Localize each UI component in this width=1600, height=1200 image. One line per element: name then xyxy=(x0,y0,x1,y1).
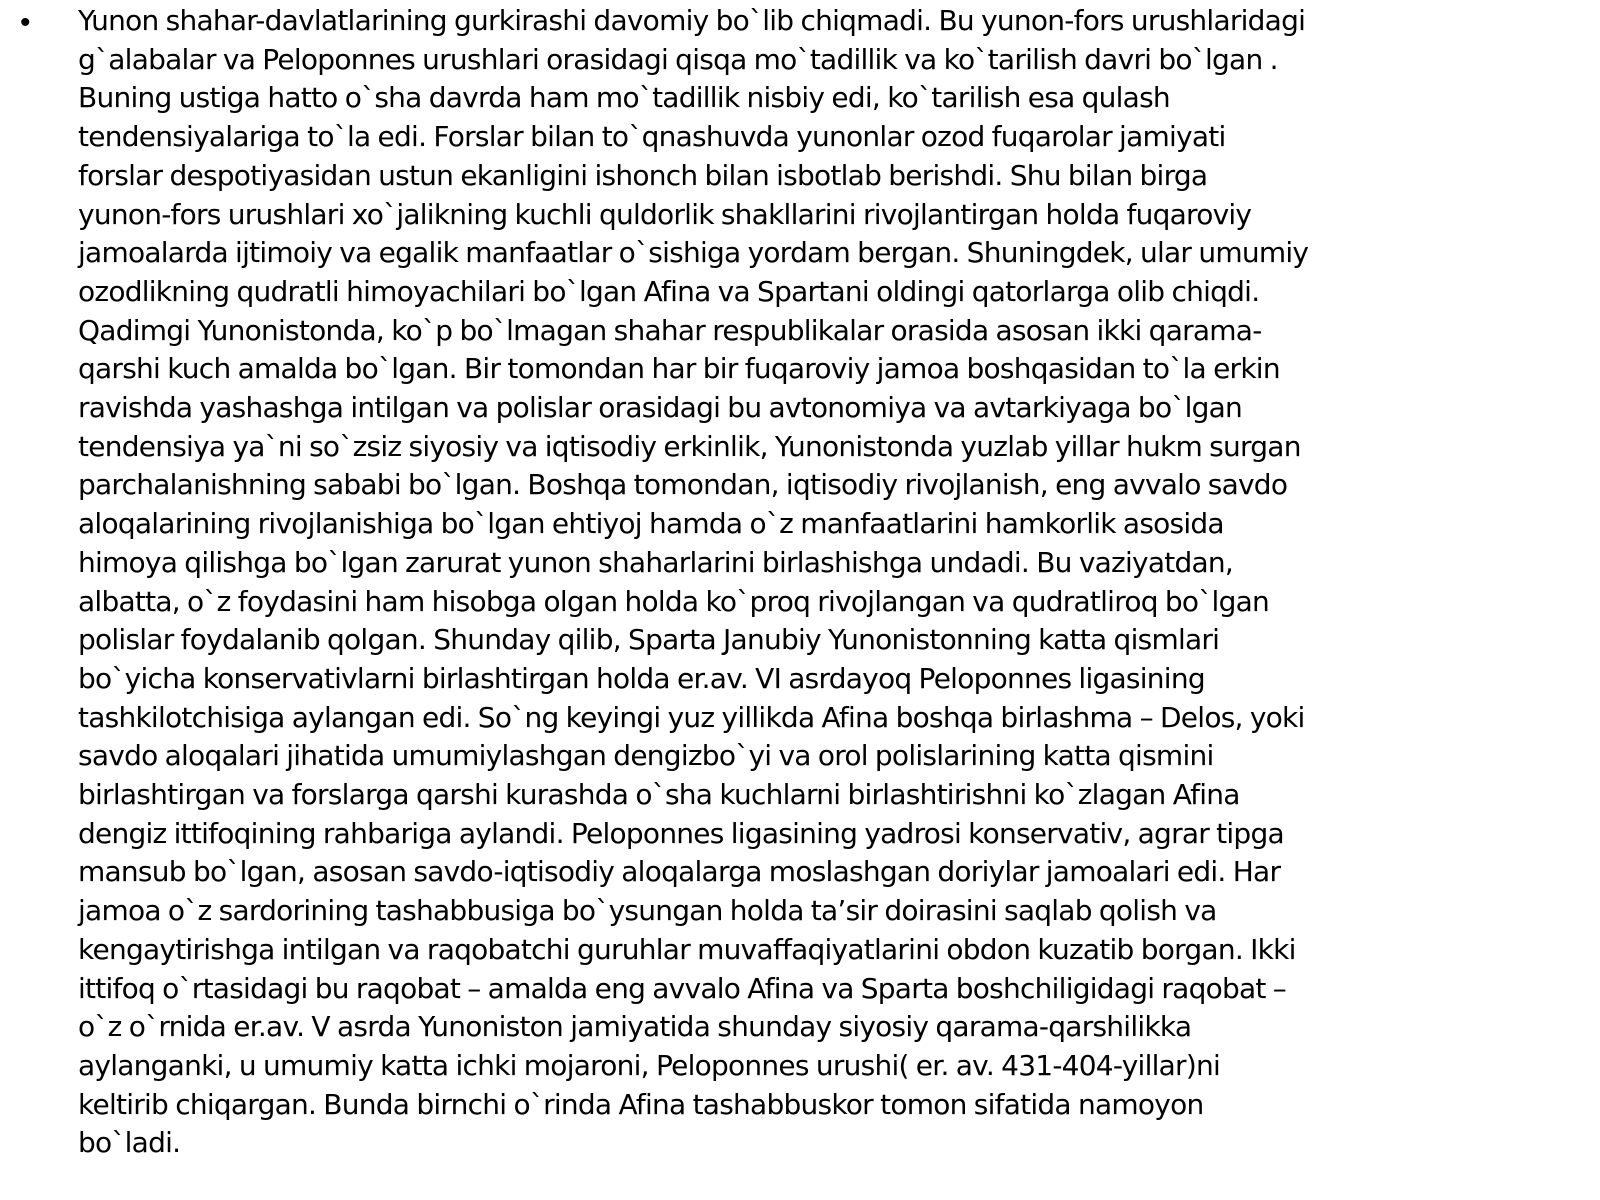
text-line: bo`ladi. xyxy=(78,1126,181,1160)
text-line: ravishda yashashga intilgan va polislar orasidagi bu avtonomiya va avtarkiyaga bo`lgan xyxy=(78,391,1243,425)
text-line: ittifoq o`rtasidagi bu raqobat – amalda eng avvalo Afina va Sparta boshchiligidagi raqobat – xyxy=(78,971,1287,1005)
text-line: ozodlikning qudratli himoyachilari bo`lgan Afina va Spartani oldingi qatorlarga olib chiqdi. xyxy=(78,274,1260,308)
text-line: g`alabalar va Peloponnes urushlari orasidagi qisqa mo`tadillik va ko`tarilish davri bo`lgan . xyxy=(78,42,1278,76)
bullet-list xyxy=(20,2,1600,1163)
text-line: aloqalarining rivojlanishiga bo`lgan ehtiyoj hamda o`z manfaatlarini hamkorlik asosida xyxy=(78,507,1224,541)
text-line: Yunon shahar-davlatlarining gurkirashi davomiy bo`lib chiqmadi. Bu yunon-fors urushlaridagi xyxy=(78,4,1306,37)
text-line: polislar foydalanib qolgan. Shunday qilib, Sparta Janubiy Yunonistonning katta qismlari xyxy=(78,623,1220,657)
text-line: kengaytirishga intilgan va raqobatchi guruhlar muvaffaqiyatlarini obdon kuzatib borgan. Ikki xyxy=(78,932,1296,966)
text-line: o`z o`rnida er.av. V asrda Yunoniston jamiyatida shunday siyosiy qarama-qarshilikka xyxy=(78,1010,1192,1044)
text-line: Buning ustiga hatto o`sha davrda ham mo`tadillik nisbiy edi, ko`tarilish esa qulash xyxy=(78,81,1170,115)
text-line: mansub bo`lgan, asosan savdo-iqtisodiy aloqalarga moslashgan doriylar jamoalari edi. Har xyxy=(78,855,1281,889)
text-line: aylanganki, u umumiy katta ichki mojaroni, Peloponnes urushi( er. av. 431-404-yillar)ni xyxy=(78,1048,1221,1082)
text-line: forslar despotiyasidan ustun ekanligini ishonch bilan isbotlab berishdi. Shu bilan birga xyxy=(78,158,1208,192)
bullet-item xyxy=(20,2,1600,1163)
text-line: albatta, o`z foydasini ham hisobga olgan holda ko`proq rivojlangan va qudratliroq bo`lgan xyxy=(78,584,1269,618)
text-line: himoya qilishga bo`lgan zarurat yunon shaharlarini birlashishga undadi. Bu vaziyatdan, xyxy=(78,545,1234,579)
text-line: keltirib chiqargan. Bunda birnchi o`rinda Afina tashabbuskor tomon sifatida namoyon xyxy=(78,1087,1204,1121)
text-line: bo`yicha konservativlarni birlashtirgan holda er.av. VI asrdayoq Peloponnes ligasining xyxy=(78,661,1205,695)
text-line: jamoa o`z sardorining tashabbusiga bo`ysungan holda ta’sir doirasini saqlab qolish va xyxy=(78,894,1217,928)
text-line: yunon-fors urushlari xo`jalikning kuchli quldorlik shakllarini rivojlantirgan holda fuqaroviy xyxy=(78,197,1252,231)
text-line: tendensiyalariga to`la edi. Forslar bilan to`qnashuvda yunonlar ozod fuqarolar jamiyati xyxy=(78,120,1226,154)
text-line: qarshi kuch amalda bo`lgan. Bir tomondan har bir fuqaroviy jamoa boshqasidan to`la erkin xyxy=(78,352,1280,386)
text-line: dengiz ittifoqining rahbariga aylandi. Peloponnes ligasining yadrosi konservativ, agrar tipga xyxy=(78,816,1284,850)
text-line: Qadimgi Yunonistonda, ko`p bo`lmagan shahar respublikalar orasida asosan ikki qarama- xyxy=(78,313,1262,347)
text-line: tendensiya ya`ni so`zsiz siyosiy va iqtisodiy erkinlik, Yunonistonda yuzlab yillar hukm surgan xyxy=(78,429,1301,463)
text-line: savdo aloqalari jihatida umumiylashgan dengizbo`yi va orol polislarining katta qismini xyxy=(78,739,1214,773)
paragraph xyxy=(78,2,1600,1163)
text-line: parchalanishning sababi bo`lgan. Boshqa tomondan, iqtisodiy rivojlanish, eng avvalo savdo xyxy=(78,468,1288,502)
text-line: jamoalarda ijtimoiy va egalik manfaatlar o`sishiga yordam bergan. Shuningdek, ular umumiy xyxy=(78,236,1309,270)
text-line: tashkilotchisiga aylangan edi. So`ng keyingi yuz yillikda Afina boshqa birlashma – Delos, yoki xyxy=(78,700,1305,734)
bullet-icon: • xyxy=(20,6,31,39)
text-line: birlashtirgan va forslarga qarshi kurashda o`sha kuchlarni birlashtirishni ko`zlagan Afina xyxy=(78,778,1240,812)
